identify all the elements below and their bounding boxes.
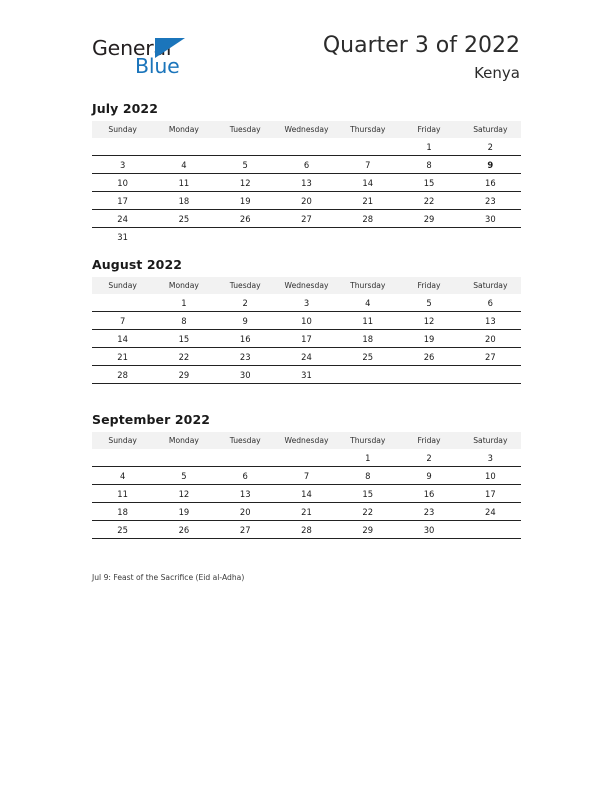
day-cell[interactable]: 9: [215, 312, 276, 330]
brand-name-blue: Blue: [135, 54, 180, 78]
weekday-header-monday: Monday: [153, 277, 214, 294]
month-body: [92, 294, 521, 384]
day-cell-empty: [215, 449, 276, 467]
day-cell[interactable]: 11: [337, 312, 398, 330]
day-cell[interactable]: 31: [276, 366, 337, 384]
day-cell-empty: [276, 138, 337, 156]
week-row: [92, 156, 521, 174]
day-cell-empty: [153, 228, 214, 246]
week-row: [92, 330, 521, 348]
day-cell[interactable]: 22: [337, 503, 398, 521]
day-cell-empty: [153, 449, 214, 467]
week-row: [92, 503, 521, 521]
day-cell[interactable]: 4: [92, 467, 153, 485]
title-block: [323, 32, 520, 84]
day-cell[interactable]: 18: [153, 192, 214, 210]
day-cell[interactable]: 27: [460, 348, 521, 366]
day-cell[interactable]: 17: [92, 192, 153, 210]
day-cell-empty: [460, 521, 521, 539]
day-cell[interactable]: 21: [276, 503, 337, 521]
day-cell-holiday[interactable]: 9: [460, 156, 521, 174]
day-cell[interactable]: 2: [426, 452, 432, 463]
day-cell[interactable]: 31: [92, 228, 153, 246]
day-cell[interactable]: 3: [487, 452, 494, 463]
week-row: [92, 228, 521, 246]
day-cell[interactable]: 23: [460, 192, 521, 210]
day-cell[interactable]: 19: [215, 192, 276, 210]
day-cell[interactable]: 12: [398, 312, 459, 330]
day-cell-empty: [398, 366, 459, 384]
day-cell[interactable]: 7: [92, 312, 153, 330]
week-row: [92, 210, 521, 228]
day-cell[interactable]: 25: [92, 521, 153, 539]
day-cell-empty: [215, 228, 276, 246]
month-block-september: [92, 412, 521, 539]
weekday-header-sunday: Sunday: [92, 277, 153, 294]
day-cell[interactable]: 18: [92, 503, 153, 521]
weekday-header-wednesday: Wednesday: [276, 121, 337, 138]
day-cell[interactable]: 15: [337, 485, 398, 503]
day-cell[interactable]: 15: [398, 174, 459, 192]
day-cell[interactable]: 30: [215, 366, 276, 384]
weekday-header-thursday: Thursday: [337, 277, 398, 294]
day-cell[interactable]: 19: [398, 330, 459, 348]
footnote-list: [92, 571, 521, 584]
day-cell-empty: [337, 228, 398, 246]
brand-logo[interactable]: [92, 36, 292, 88]
month-title: July 2022: [92, 101, 159, 116]
day-cell[interactable]: 22: [398, 192, 459, 210]
day-cell[interactable]: 9: [398, 467, 459, 485]
day-cell[interactable]: 7: [276, 467, 337, 485]
day-cell[interactable]: 20: [460, 330, 521, 348]
weekday-header-thursday: Thursday: [337, 432, 398, 449]
week-row: [92, 366, 521, 384]
day-cell[interactable]: 13: [460, 312, 521, 330]
weekday-header-tuesday: Tuesday: [215, 121, 276, 138]
day-cell[interactable]: 8: [153, 312, 214, 330]
day-cell[interactable]: 21: [337, 192, 398, 210]
day-cell[interactable]: 23: [398, 503, 459, 521]
day-cell[interactable]: 24: [276, 348, 337, 366]
day-cell[interactable]: 10: [276, 312, 337, 330]
day-cell[interactable]: 17: [460, 485, 521, 503]
footnote-item: Jul 9: Feast of the Sacrifice (Eid al-Adha): [92, 573, 245, 582]
day-cell[interactable]: 28: [276, 521, 337, 539]
day-cell[interactable]: 30: [460, 210, 521, 228]
day-cell[interactable]: 11: [92, 485, 153, 503]
week-row: [92, 348, 521, 366]
week-row: [92, 449, 521, 467]
week-row: [92, 312, 521, 330]
month-title: August 2022: [92, 257, 183, 272]
day-cell[interactable]: 7: [337, 156, 398, 174]
month-title: September 2022: [92, 412, 211, 427]
day-cell[interactable]: 5: [215, 156, 276, 174]
page-header: [0, 0, 612, 96]
page-title: Quarter 3 of 2022: [322, 33, 520, 58]
week-row: [92, 467, 521, 485]
day-cell-empty: [276, 449, 337, 467]
day-cell[interactable]: 2: [242, 297, 248, 308]
day-cell-empty: [215, 138, 276, 156]
day-cell-empty: [92, 294, 153, 312]
day-cell[interactable]: 29: [398, 210, 459, 228]
page-subtitle: Kenya: [474, 64, 520, 82]
day-cell[interactable]: 16: [215, 330, 276, 348]
day-cell[interactable]: 16: [460, 174, 521, 192]
week-row: [92, 485, 521, 503]
day-cell[interactable]: 18: [337, 330, 398, 348]
month-block-july: [92, 101, 521, 245]
month-calendar-table: [92, 121, 521, 245]
day-cell[interactable]: 17: [276, 330, 337, 348]
day-cell[interactable]: 26: [398, 348, 459, 366]
day-cell[interactable]: 28: [337, 210, 398, 228]
month-body: [92, 449, 521, 539]
day-cell[interactable]: 10: [92, 174, 153, 192]
day-cell-empty: [337, 138, 398, 156]
day-cell[interactable]: 4: [153, 156, 214, 174]
weekday-header-saturday: Saturday: [460, 432, 521, 449]
day-cell[interactable]: 3: [92, 156, 153, 174]
day-cell[interactable]: 23: [215, 348, 276, 366]
week-row: [92, 138, 521, 156]
day-cell-empty: [153, 138, 214, 156]
weekday-header-saturday: Saturday: [460, 121, 521, 138]
day-cell[interactable]: 14: [92, 330, 153, 348]
day-cell-empty: [276, 228, 337, 246]
weekday-header-tuesday: Tuesday: [215, 277, 276, 294]
brand-name-general: General: [92, 36, 172, 60]
day-cell[interactable]: 12: [153, 485, 214, 503]
weekday-header-monday: Monday: [153, 432, 214, 449]
day-cell[interactable]: 1: [181, 297, 187, 308]
weekday-header-wednesday: Wednesday: [276, 432, 337, 449]
day-cell[interactable]: 13: [215, 485, 276, 503]
weekday-header-thursday: Thursday: [337, 121, 398, 138]
day-cell[interactable]: 10: [460, 467, 521, 485]
week-row: [92, 192, 521, 210]
day-cell-empty: [460, 228, 521, 246]
month-calendar-table: [92, 432, 521, 539]
weekday-header-friday: Friday: [398, 277, 459, 294]
day-cell[interactable]: 8: [337, 467, 398, 485]
day-cell[interactable]: 8: [398, 156, 459, 174]
weekday-header-wednesday: Wednesday: [276, 277, 337, 294]
weekday-header-sunday: Sunday: [92, 121, 153, 138]
day-cell[interactable]: 5: [153, 467, 214, 485]
day-cell[interactable]: 6: [215, 467, 276, 485]
month-block-august: [92, 257, 521, 384]
day-cell[interactable]: 22: [153, 348, 214, 366]
day-cell[interactable]: 20: [215, 503, 276, 521]
day-cell[interactable]: 27: [215, 521, 276, 539]
day-cell[interactable]: 16: [398, 485, 459, 503]
day-cell[interactable]: 1: [426, 141, 432, 152]
day-cell[interactable]: 20: [276, 192, 337, 210]
weekday-header-friday: Friday: [398, 432, 459, 449]
day-cell[interactable]: 25: [337, 348, 398, 366]
weekday-header-row: [92, 432, 521, 449]
day-cell-empty: [92, 449, 153, 467]
day-cell[interactable]: 26: [215, 210, 276, 228]
month-body: [92, 138, 521, 245]
day-cell[interactable]: 24: [460, 503, 521, 521]
weekday-header-friday: Friday: [398, 121, 459, 138]
day-cell-empty: [92, 138, 153, 156]
day-cell[interactable]: 26: [153, 521, 214, 539]
day-cell[interactable]: 6: [487, 297, 494, 308]
day-cell[interactable]: 14: [337, 174, 398, 192]
day-cell[interactable]: 6: [276, 156, 337, 174]
week-row: [92, 521, 521, 539]
weekday-header-row: [92, 121, 521, 138]
day-cell[interactable]: 1: [365, 452, 371, 463]
day-cell[interactable]: 28: [92, 366, 153, 384]
day-cell-empty: [337, 366, 398, 384]
week-row: [92, 174, 521, 192]
day-cell[interactable]: 11: [153, 174, 214, 192]
day-cell[interactable]: 19: [153, 503, 214, 521]
day-cell[interactable]: 27: [276, 210, 337, 228]
day-cell[interactable]: 29: [153, 366, 214, 384]
day-cell[interactable]: 30: [398, 521, 459, 539]
day-cell-empty: [460, 366, 521, 384]
day-cell[interactable]: 21: [92, 348, 153, 366]
month-calendar-table: [92, 277, 521, 384]
day-cell[interactable]: 3: [303, 297, 310, 308]
day-cell[interactable]: 24: [92, 210, 153, 228]
day-cell[interactable]: 29: [337, 521, 398, 539]
weekday-header-monday: Monday: [153, 121, 214, 138]
day-cell[interactable]: 15: [153, 330, 214, 348]
weekday-header-sunday: Sunday: [92, 432, 153, 449]
weekday-header-tuesday: Tuesday: [215, 432, 276, 449]
day-cell[interactable]: 14: [276, 485, 337, 503]
week-row: [92, 294, 521, 312]
day-cell[interactable]: 4: [365, 297, 371, 308]
day-cell[interactable]: 12: [215, 174, 276, 192]
day-cell-empty: [398, 228, 459, 246]
day-cell[interactable]: 2: [487, 141, 494, 152]
weekday-header-saturday: Saturday: [460, 277, 521, 294]
day-cell[interactable]: 25: [153, 210, 214, 228]
weekday-header-row: [92, 277, 521, 294]
day-cell[interactable]: 5: [426, 297, 432, 308]
day-cell[interactable]: 13: [276, 174, 337, 192]
